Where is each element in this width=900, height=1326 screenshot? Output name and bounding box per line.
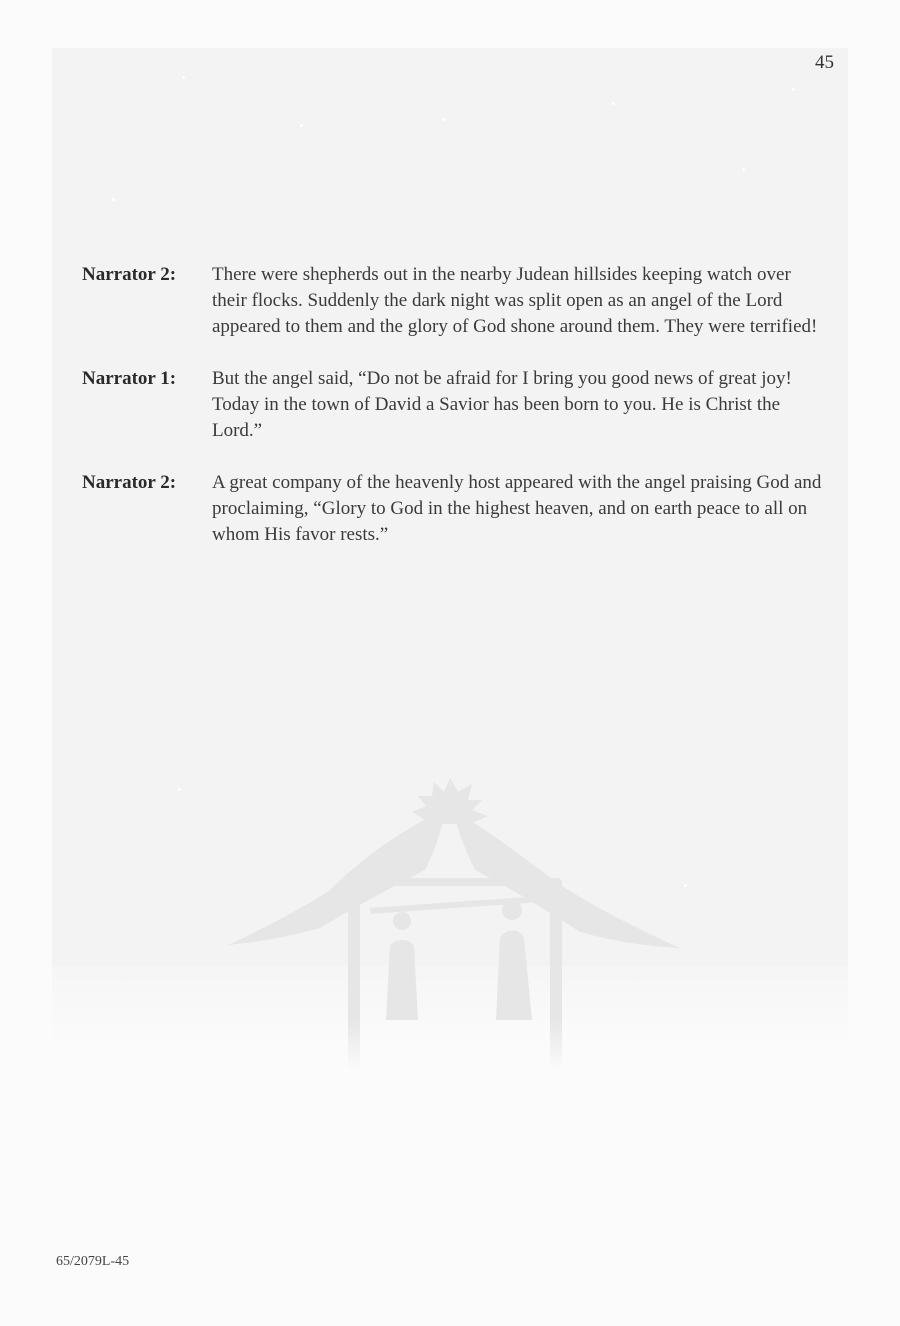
star-icon [442, 118, 445, 121]
script-dialogue [82, 262, 822, 574]
dialogue-line [82, 262, 822, 340]
speech-text: But the angel said, “Do not be afraid for I bring you good news of great joy! Today in the town of David a Savior has been born to you. He is Christ the Lord.” [212, 368, 792, 441]
dialogue-line [82, 366, 822, 444]
star-icon [182, 76, 185, 79]
page-number: 45 [815, 52, 834, 73]
speaker-label: Narrator 2: [82, 472, 177, 493]
star-icon [300, 124, 303, 127]
star-icon [742, 168, 745, 171]
star-icon [112, 198, 115, 201]
speech-text: There were shepherds out in the nearby Judean hillsides keeping watch over their flocks. Suddenly the dark night was split open as an angel of the Lord appeared to them and the glory of God shone around them. They were terrified! [212, 264, 818, 337]
dialogue-line [82, 470, 822, 548]
star-icon [792, 88, 795, 91]
speaker-label: Narrator 1: [82, 368, 177, 389]
nativity-stable-icon [220, 770, 690, 1070]
speech-text: A great company of the heavenly host appeared with the angel praising God and proclaiming, “Glory to God in the highest heaven, and on earth peace to all on whom His favor rests.” [212, 472, 822, 545]
catalog-code: 65/2079L-45 [56, 1254, 130, 1269]
star-icon [612, 102, 615, 105]
star-icon [178, 788, 181, 791]
speaker-label: Narrator 2: [82, 264, 177, 285]
